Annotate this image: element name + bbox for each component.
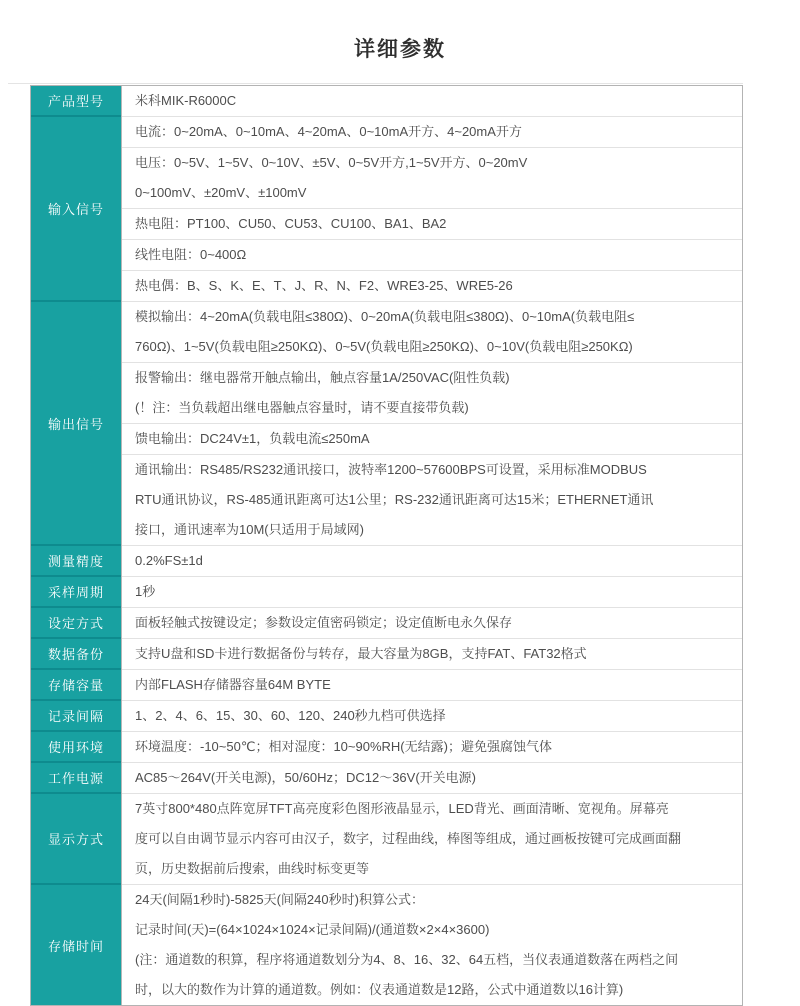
spec-cell-linear-resistance: [122, 240, 742, 271]
spec-text-line: (！注：当负载超出继电器触点容量时，请不要直接带负载): [135, 400, 469, 415]
spec-text-line: 记录时间(天)=(64×1024×1024×记录间隔)/(通道数×2×4×3600): [135, 922, 490, 937]
spec-text-line: 1、2、4、6、15、30、60、120、240秒九档可供选择: [135, 708, 446, 723]
spec-text-line: (注：通道数的积算，程序将通道数划分为4、8、16、32、64五档，当仪表通道数落在两档之间: [135, 952, 679, 967]
row-values-measurement-accuracy: [121, 546, 742, 577]
spec-row-storage-time: [31, 885, 742, 1005]
spec-cell: [122, 763, 742, 794]
row-values-input-signal: [121, 117, 742, 302]
row-values-power-supply: [121, 763, 742, 794]
row-values-storage-time: [121, 885, 742, 1005]
spec-text-line: 报警输出：继电器常开触点输出，触点容量1A/250VAC(阻性负载): [135, 370, 510, 385]
spec-cell-alarm-output: [122, 363, 742, 424]
spec-row-storage-capacity: [31, 670, 742, 701]
spec-text-line: 内部FLASH存储器容量64M BYTE: [135, 677, 331, 692]
spec-text-line: 热电阻：PT100、CU50、CU53、CU100、BA1、BA2: [135, 216, 447, 231]
spec-cell: [122, 86, 742, 117]
spec-cell-thermal-resistance: [122, 209, 742, 240]
spec-cell: [122, 670, 742, 701]
spec-cell: [122, 546, 742, 577]
spec-row-setting-method: [31, 608, 742, 639]
spec-cell-analog-output: [122, 302, 742, 363]
spec-row-input-signal: [31, 117, 742, 302]
spec-cell: [122, 794, 742, 885]
spec-text-line: 0~100mV、±20mV、±100mV: [135, 185, 307, 200]
row-label-output-signal: 输出信号: [31, 302, 121, 546]
spec-cell: [122, 608, 742, 639]
row-label-power-supply: 工作电源: [31, 763, 121, 794]
spec-text-line: AC85～264V(开关电源)，50/60Hz；DC12～36V(开关电源): [135, 770, 476, 785]
row-values-operating-environment: [121, 732, 742, 763]
spec-row-display-mode: [31, 794, 742, 885]
spec-text-line: 时，以大的数作为计算的通道数。例如：仪表通道数是12路，公式中通道数以16计算): [135, 982, 624, 997]
spec-row-sampling-period: [31, 577, 742, 608]
spec-text-line: 电流：0~20mA、0~10mA、4~20mA、0~10mA开方、4~20mA开方: [135, 124, 522, 139]
row-values-sampling-period: [121, 577, 742, 608]
spec-cell: [122, 701, 742, 732]
page-title: 详细参数: [354, 38, 446, 61]
spec-table: [30, 85, 743, 1006]
spec-text-line: 接口，通讯速率为10M(只适用于局域网): [135, 522, 364, 537]
row-values-display-mode: [121, 794, 742, 885]
spec-text-line: 24天(间隔1秒时)-5825天(间隔240秒时)积算公式：: [135, 892, 424, 907]
spec-row-product-model: [31, 86, 742, 117]
spec-text-line: 1秒: [135, 584, 156, 599]
spec-text-line: 通讯输出：RS485/RS232通讯接口，波特率1200~57600BPS可设置，采用标准MODBUS: [135, 462, 647, 477]
row-values-record-interval: [121, 701, 742, 732]
spec-cell: [122, 577, 742, 608]
spec-text-line: 度可以自由调节显示内容可由汉子，数字，过程曲线，棒图等组成，通过画板按键可完成画面翻: [135, 831, 682, 846]
spec-cell-communication-output: [122, 455, 742, 546]
spec-text-line: 热电偶：B、S、K、E、T、J、R、N、F2、WRE3-25、WRE5-26: [135, 278, 513, 293]
spec-cell-feed-output: [122, 424, 742, 455]
row-label-display-mode: 显示方式: [31, 794, 121, 885]
row-values-product-model: [121, 86, 742, 117]
spec-row-output-signal: [31, 302, 742, 546]
row-label-measurement-accuracy: 测量精度: [31, 546, 121, 577]
row-label-operating-environment: 使用环境: [31, 732, 121, 763]
spec-text-line: 米科MIK-R6000C: [135, 93, 237, 108]
spec-cell: [122, 732, 742, 763]
row-label-data-backup: 数据备份: [31, 639, 121, 670]
row-values-setting-method: [121, 608, 742, 639]
spec-cell: [122, 885, 742, 1005]
spec-cell: [122, 639, 742, 670]
spec-row-operating-environment: [31, 732, 742, 763]
row-label-input-signal: 输入信号: [31, 117, 121, 302]
row-label-product-model: 产品型号: [31, 86, 121, 117]
top-divider-line: [8, 83, 743, 84]
row-label-storage-capacity: 存储容量: [31, 670, 121, 701]
spec-row-record-interval: [31, 701, 742, 732]
spec-text-line: 页，历史数据前后搜索，曲线时标变更等: [135, 861, 370, 876]
spec-cell-thermocouple: [122, 271, 742, 302]
spec-text-line: 0.2%FS±1d: [135, 553, 203, 568]
row-values-data-backup: [121, 639, 742, 670]
spec-text-line: 环境温度：-10~50℃；相对湿度：10~90%RH(无结露)；避免强腐蚀气体: [135, 739, 552, 754]
spec-text-line: 7英寸800*480点阵宽屏TFT高亮度彩色图形液晶显示，LED背光、画面清晰、宽视角。屏幕亮: [135, 801, 669, 816]
spec-text-line: 760Ω)、1~5V(负载电阻≥250KΩ)、0~5V(负载电阻≥250KΩ)、0~10V(负载电阻≥250KΩ): [135, 339, 633, 354]
spec-text-line: 电压：0~5V、1~5V、0~10V、±5V、0~5V开方,1~5V开方、0~20mV: [135, 155, 528, 170]
spec-cell-voltage: [122, 148, 742, 209]
spec-text-line: RTU通讯协议，RS-485通讯距离可达1公里；RS-232通讯距离可达15米；ETHERNET通讯: [135, 492, 654, 507]
spec-row-measurement-accuracy: [31, 546, 742, 577]
spec-text-line: 线性电阻：0~400Ω: [135, 247, 247, 262]
row-values-storage-capacity: [121, 670, 742, 701]
spec-text-line: 模拟输出：4~20mA(负载电阻≤380Ω)、0~20mA(负载电阻≤380Ω)、0~10mA(负载电阻≤: [135, 309, 635, 324]
row-label-sampling-period: 采样周期: [31, 577, 121, 608]
row-label-storage-time: 存储时间: [31, 885, 121, 1005]
spec-cell-current: [122, 117, 742, 148]
row-label-setting-method: 设定方式: [31, 608, 121, 639]
row-label-record-interval: 记录间隔: [31, 701, 121, 732]
row-values-output-signal: [121, 302, 742, 546]
spec-text-line: 面板轻触式按键设定；参数设定值密码锁定；设定值断电永久保存: [135, 615, 513, 630]
spec-row-data-backup: [31, 639, 742, 670]
spec-row-power-supply: [31, 763, 742, 794]
spec-text-line: 馈电输出：DC24V±1，负载电流≤250mA: [135, 431, 370, 446]
spec-text-line: 支持U盘和SD卡进行数据备份与转存，最大容量为8GB，支持FAT、FAT32格式: [135, 646, 587, 661]
